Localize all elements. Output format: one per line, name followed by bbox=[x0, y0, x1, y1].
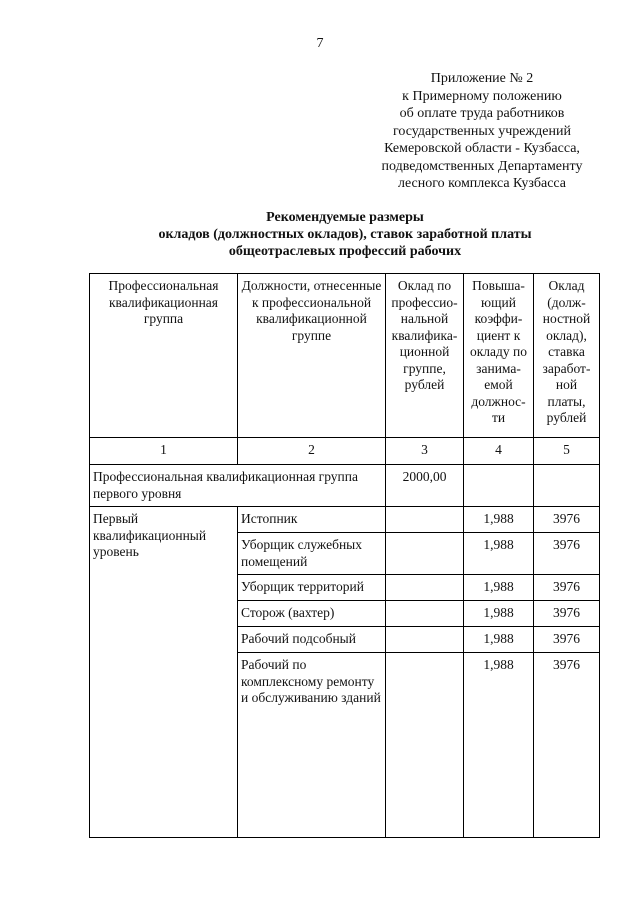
header-cell-salary: Оклад (долж-ностной оклад), ставка заработ-ной платы, рублей bbox=[534, 274, 600, 438]
appendix-note bbox=[368, 70, 596, 193]
position-title: Уборщик служебных помещений bbox=[238, 533, 386, 575]
header-cell-positions: Должности, отнесенные к профессиональной квалификационной группе bbox=[238, 274, 386, 438]
empty-cell bbox=[386, 507, 464, 533]
title-line: общеотраслевых профессий рабочих bbox=[228, 244, 462, 259]
position-coefficient: 1,988 bbox=[464, 575, 534, 601]
empty-cell bbox=[464, 465, 534, 507]
empty-cell bbox=[534, 465, 600, 507]
group-row bbox=[90, 465, 600, 507]
position-title: Уборщик территорий bbox=[238, 575, 386, 601]
position-salary: 3976 bbox=[534, 627, 600, 653]
header-cell-group: Профессиональная квалификационная группа bbox=[90, 274, 238, 438]
column-number: 2 bbox=[238, 438, 386, 465]
appendix-line: об оплате труда работников bbox=[399, 106, 565, 121]
appendix-line: к Примерному положению bbox=[402, 88, 562, 104]
level-name: Первый квалификационный уровень bbox=[90, 507, 238, 838]
group-base-salary: 2000,00 bbox=[386, 465, 464, 507]
document-title bbox=[0, 209, 640, 260]
column-number-row bbox=[90, 438, 600, 465]
table-row bbox=[90, 507, 600, 533]
position-salary: 3976 bbox=[534, 533, 600, 575]
empty-cell bbox=[386, 575, 464, 601]
table-header-row bbox=[90, 274, 600, 438]
column-number: 3 bbox=[386, 438, 464, 465]
header-cell-coefficient: Повыша-ющий коэффи-циент к окладу по занима-емой должнос-ти bbox=[464, 274, 534, 438]
appendix-line: лесного комплекса Кузбасса bbox=[397, 176, 567, 191]
position-coefficient: 1,988 bbox=[464, 601, 534, 627]
position-coefficient: 1,988 bbox=[464, 507, 534, 533]
appendix-line: подведомственных Департаменту bbox=[381, 158, 583, 174]
position-title: Рабочий по комплексному ремонту и обслуживанию зданий bbox=[238, 653, 386, 838]
appendix-line: Приложение № 2 bbox=[430, 71, 534, 86]
position-salary: 3976 bbox=[534, 575, 600, 601]
position-title: Истопник bbox=[238, 507, 386, 533]
salary-table bbox=[89, 273, 600, 838]
empty-cell bbox=[386, 627, 464, 653]
position-title: Рабочий подсобный bbox=[238, 627, 386, 653]
position-title: Сторож (вахтер) bbox=[238, 601, 386, 627]
appendix-line: Кемеровской области - Кузбасса, bbox=[384, 141, 580, 156]
empty-cell bbox=[386, 601, 464, 627]
empty-cell bbox=[386, 533, 464, 575]
header-cell-base-salary: Оклад по профессио-нальной квалифика-ционной группе, рублей bbox=[386, 274, 464, 438]
title-line: Рекомендуемые размеры bbox=[266, 210, 424, 225]
empty-cell bbox=[386, 653, 464, 838]
position-salary: 3976 bbox=[534, 601, 600, 627]
group-name: Профессиональная квалификационная группа первого уровня bbox=[90, 465, 386, 507]
position-coefficient: 1,988 bbox=[464, 627, 534, 653]
page-number: 7 bbox=[316, 36, 324, 51]
position-coefficient: 1,988 bbox=[464, 533, 534, 575]
column-number: 5 bbox=[534, 438, 600, 465]
position-salary: 3976 bbox=[534, 653, 600, 838]
title-line: окладов (должностных окладов), ставок заработной платы bbox=[158, 227, 532, 242]
appendix-line: государственных учреждений bbox=[393, 123, 571, 139]
column-number: 1 bbox=[90, 438, 238, 465]
position-coefficient: 1,988 bbox=[464, 653, 534, 838]
column-number: 4 bbox=[464, 438, 534, 465]
position-salary: 3976 bbox=[534, 507, 600, 533]
